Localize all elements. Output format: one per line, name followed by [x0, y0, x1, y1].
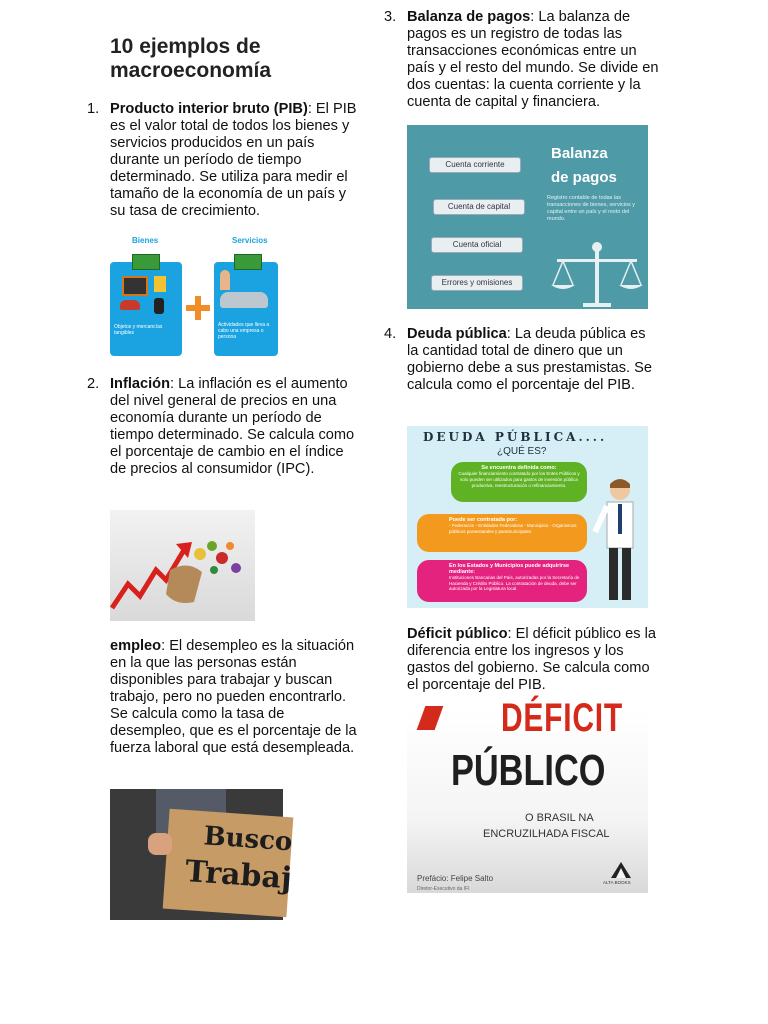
- deuda-image: [407, 426, 648, 608]
- bienes-label: Bienes: [132, 236, 159, 245]
- deuda-box1-body: Cualquier financiamiento contratado por los Entes Públicos y solo pueden ser utilizados para gastos de inversión pública productiva, reestructuración o refinanciamiento.: [458, 471, 580, 488]
- balanza-title-line2: de pagos: [551, 169, 617, 186]
- pib-image: [110, 234, 274, 358]
- deuda-box-adquirir: [417, 560, 587, 602]
- sign-text-line2: Trabaj: [184, 854, 293, 897]
- rising-arrow-icon: [110, 510, 255, 621]
- inflacion-image: [110, 510, 255, 621]
- deficit-preface: Prefácio: Felipe Salto: [417, 874, 494, 883]
- list-number: 4.: [384, 326, 397, 342]
- list-number: 3.: [384, 9, 397, 25]
- bottle-icon: [154, 298, 164, 314]
- item-text: : La balanza de pagos es un registro de todas las transacciones económicas entre un país y el resto del mundo. Se divide en dos cuentas: la cuenta corriente y la cuenta de capital y financiera.: [407, 9, 659, 110]
- cuenta-oficial-plaque: Cuenta oficial: [431, 237, 523, 253]
- deuda-box2-head: Puede ser contratada por:: [449, 517, 518, 523]
- money-icon: [132, 254, 160, 270]
- deuda-box1-head: Se encuentra definida como:: [481, 465, 557, 471]
- list-item-deficit: [407, 626, 659, 694]
- deuda-box3-body: Instituciones Bancarias del País, autorizadas por la Secretaría de Hacienda y Crédito Público. La contratación de deuda, debe ser autorizada por la Legislatura local.: [449, 575, 580, 591]
- balanza-description: Registro contable de todas las transacciones de bienes, servicios y capital entre un país y el resto del mundo.: [547, 195, 636, 222]
- list-number: 1.: [87, 101, 100, 117]
- red-arrow-icon: [417, 706, 444, 730]
- money-icon: [234, 254, 262, 270]
- deuda-subtitle: ¿QUÉ ES?: [497, 446, 547, 457]
- shoe-icon: [120, 300, 140, 310]
- deficit-title-line1: DÉFICIT: [501, 696, 623, 740]
- list-item-inflacion: [87, 376, 358, 478]
- item-text: : La inflación es el aumento del nivel general de precios en una economía durante un período de tiempo determinado. Se calcula como el porcentaje de cambio en el índice de precios al consumidor (IPC).: [110, 376, 355, 477]
- item-term: Balanza de pagos: [407, 9, 531, 25]
- list-item-empleo: [110, 638, 362, 757]
- list-item-pib: [87, 101, 362, 220]
- item-term: Deuda pública: [407, 326, 507, 342]
- alta-books-logo-icon: [611, 862, 631, 878]
- publisher-name: ALTA BOOKS: [603, 880, 631, 885]
- sign-board: [163, 809, 294, 917]
- tv-icon: [122, 276, 148, 296]
- deficit-subtitle-line1: O BRASIL NA: [525, 812, 594, 824]
- cuenta-capital-plaque: Cuenta de capital: [433, 199, 525, 215]
- deficit-subtitle-line2: ENCRUZILHADA FISCAL: [483, 828, 610, 840]
- desempleo-image: [110, 789, 294, 920]
- item-term: Déficit público: [407, 626, 508, 642]
- balanza-image: [407, 125, 648, 309]
- person-icon: [220, 270, 230, 290]
- deuda-box3-head: En los Estados y Municipios puede adquirirse mediante:: [449, 563, 570, 575]
- deficit-book-image: [407, 696, 648, 893]
- car-icon: [220, 292, 268, 308]
- item-text: : La deuda pública es la cantidad total de dinero que un gobierno debe a sus prestamistas. Se calcula como el porcentaje del PIB.: [407, 326, 652, 393]
- hand-icon: [148, 833, 172, 855]
- item-text: : El PIB es el valor total de todos los bienes y servicios producidos en un país durante un período de tiempo determinado. Se utiliza para medir el tamaño de la economía de un país y su tasa de crecimiento.: [110, 101, 357, 219]
- balanza-title-line1: Balanza: [551, 145, 608, 162]
- businessman-icon: [595, 476, 645, 606]
- list-item-deuda: [384, 326, 659, 394]
- bienes-panel: [110, 262, 182, 356]
- item-term: Producto interior bruto (PIB): [110, 101, 308, 117]
- item-text: : El desempleo es la situación en la que las personas están disponibles para trabajar y buscan trabajo, pero no pueden encontrarlo. Se calcula como la tasa de desempleo, que es el porcentaje de la fuerza laboral que está desempleada.: [110, 638, 357, 756]
- scale-icon: [547, 239, 647, 309]
- deuda-box-definicion: [451, 462, 587, 502]
- cuenta-corriente-plaque: Cuenta corriente: [429, 157, 521, 173]
- page-title: 10 ejemplos de macroeconomía: [110, 35, 272, 82]
- bienes-caption: Objetos y mercancías tangibles: [114, 324, 163, 336]
- plus-icon: [186, 296, 210, 320]
- list-number: 2.: [87, 376, 100, 392]
- servicios-panel: [214, 262, 278, 356]
- servicios-label: Servicios: [232, 236, 268, 245]
- item-text: : El déficit público es la diferencia entre los ingresos y los gastos del gobierno. Se calcula como el porcentaje del PIB.: [407, 626, 656, 693]
- item-term: Inflación: [110, 376, 170, 392]
- deuda-box2-body: - Federación - Entidades Federativas - Municipios - Organismos públicos paraestatales y paramunicipales: [449, 523, 577, 534]
- deuda-box-contratada: [417, 514, 587, 552]
- list-item-balanza: [384, 9, 659, 111]
- errores-omisiones-plaque: Errores y omisiones: [431, 275, 523, 291]
- deficit-title-line2: PÚBLICO: [451, 746, 606, 795]
- cup-icon: [154, 276, 166, 292]
- sign-text-line1: Busco: [202, 821, 294, 858]
- item-term: empleo: [110, 638, 162, 654]
- deuda-title: DEUDA PÚBLICA....: [423, 430, 608, 444]
- servicios-caption: Actividades que lleva a cabo una empresa o persona: [218, 322, 270, 340]
- deficit-preface-sub: Diretor-Executivo da IFI: [417, 886, 470, 892]
